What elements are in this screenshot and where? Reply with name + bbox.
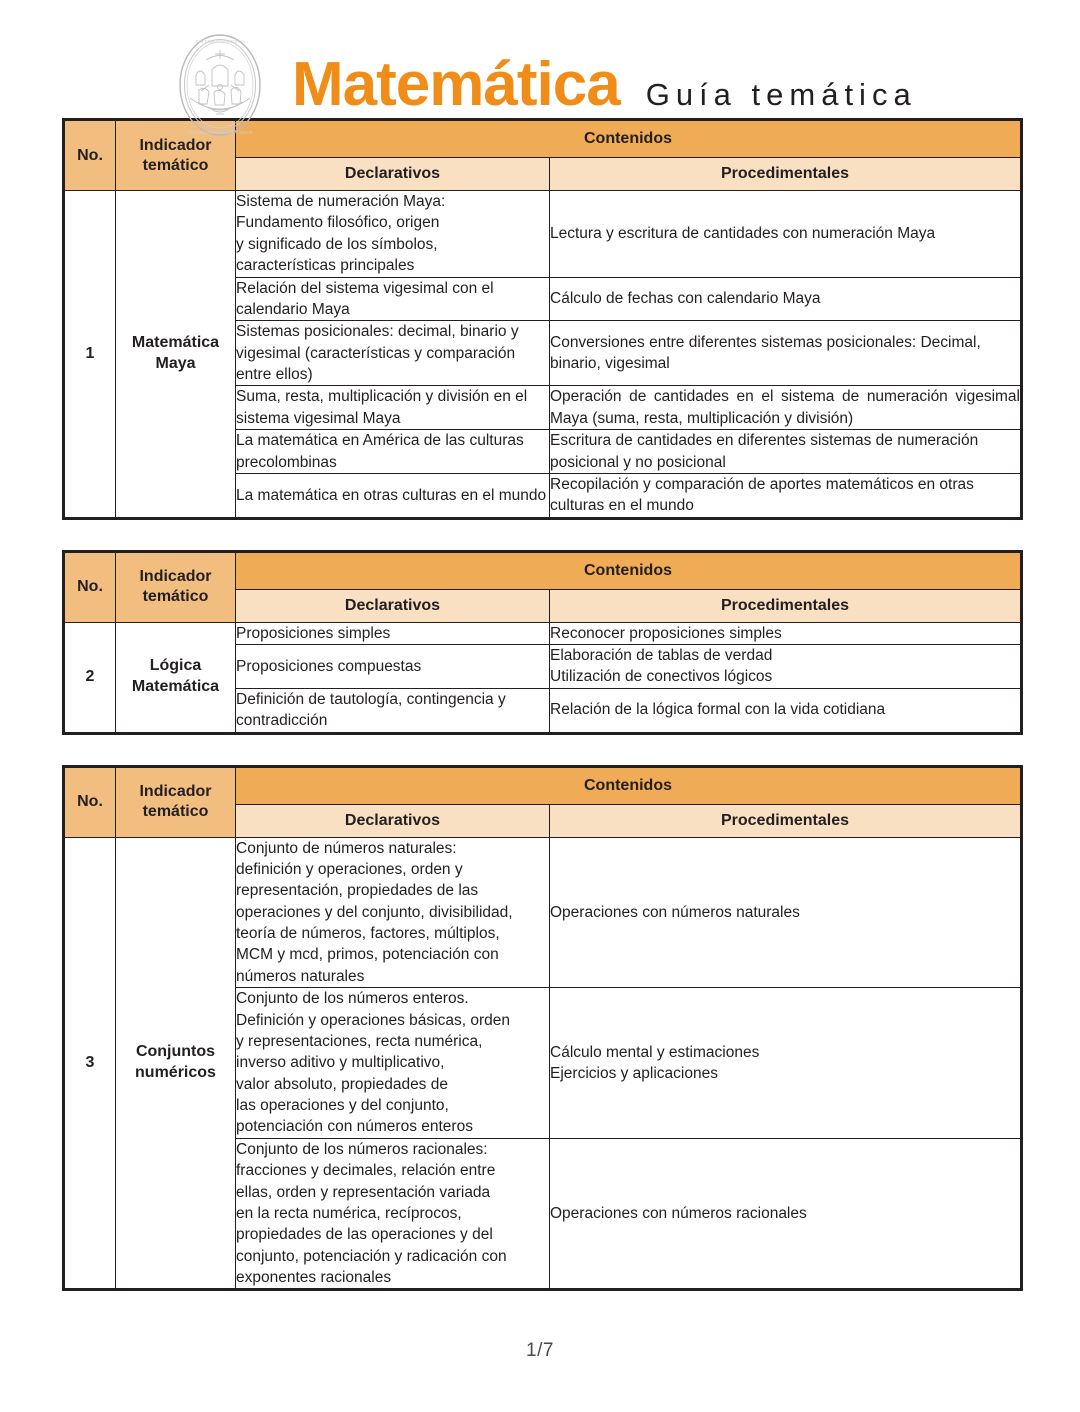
column-header-contenidos: Contenidos: [236, 766, 1022, 804]
cell-procedimental: Lectura y escritura de cantidades con numeración Maya: [550, 191, 1022, 278]
header-row-top: [64, 766, 1022, 804]
guide-table-2: [62, 550, 1020, 735]
page-number: 1/7: [526, 1340, 554, 1361]
page-title: Matemática: [292, 50, 620, 119]
column-header-indicador: Indicador temático: [116, 551, 236, 622]
page-header: [0, 0, 1080, 135]
guide-table-3: [62, 765, 1020, 1292]
cell-declarativo: La matemática en América de las culturas precolombinas: [236, 430, 550, 474]
column-header-no: No.: [64, 120, 116, 191]
cell-procedimental: Recopilación y comparación de aportes matemáticos en otras culturas en el mundo: [550, 473, 1022, 518]
page-subtitle: Guía temática: [645, 77, 917, 112]
table-body: [64, 622, 1022, 733]
cell-indicator: Conjuntos numéricos: [116, 837, 236, 1290]
cell-declarativo: Definición de tautología, contingencia y contradicción: [236, 688, 550, 733]
table-body: [64, 837, 1022, 1290]
column-header-indicador: Indicador temático: [116, 766, 236, 837]
cell-procedimental: Operación de cantidades en el sistema de numeración vigesimal Maya (suma, resta, multiplicación y división): [550, 386, 1022, 430]
column-header-contenidos: Contenidos: [236, 551, 1022, 589]
cell-declarativo: Conjunto de números naturales: definición y operaciones, orden y representación, propiedades de las operaciones y del conjunto, divisibilidad, teoría de números, factores, múltiplos, MCM y mcd, primos, potenciación con números naturales: [236, 837, 550, 988]
column-header-declarativos: Declarativos: [236, 804, 550, 837]
cell-procedimental: Elaboración de tablas de verdad Utilización de conectivos lógicos: [550, 645, 1022, 689]
table-body: [64, 191, 1022, 519]
cell-procedimental: Cálculo de fechas con calendario Maya: [550, 277, 1022, 321]
cell-number: 1: [64, 191, 116, 519]
cell-declarativo: La matemática en otras culturas en el mundo: [236, 473, 550, 518]
cell-procedimental: Operaciones con números racionales: [550, 1138, 1022, 1290]
cell-declarativo: Sistema de numeración Maya: Fundamento filosófico, origen y significado de los símbolos, características principales: [236, 191, 550, 278]
column-header-procedimentales: Procedimentales: [550, 589, 1022, 622]
table-header: [64, 551, 1022, 622]
cell-procedimental: Operaciones con números naturales: [550, 837, 1022, 988]
cell-declarativo: Conjunto de los números racionales: fracciones y decimales, relación entre ellas, orden y representación variada en la recta numérica, recíprocos, propiedades de las operaciones y del conjunto, potenciación y radicación con exponentes racionales: [236, 1138, 550, 1290]
usac-seal-icon: [166, 30, 274, 140]
column-header-no: No.: [64, 766, 116, 837]
document-title-block: [292, 50, 917, 119]
column-header-procedimentales: Procedimentales: [550, 158, 1022, 191]
svg-text:UNIVERSIDAD DE SAN CARLOS: UNIVERSIDAD DE SAN CARLOS: [187, 130, 253, 135]
table-2: [62, 550, 1023, 735]
table-3: [62, 765, 1023, 1292]
cell-procedimental: Relación de la lógica formal con la vida cotidiana: [550, 688, 1022, 733]
cell-indicator: Matemática Maya: [116, 191, 236, 519]
table-row: [64, 191, 1022, 278]
cell-declarativo: Relación del sistema vigesimal con el calendario Maya: [236, 277, 550, 321]
table-header: [64, 766, 1022, 837]
table-row: [64, 622, 1022, 644]
tables-container: [0, 118, 1080, 1291]
cell-number: 3: [64, 837, 116, 1290]
column-header-indicador: Indicador temático: [116, 120, 236, 191]
table-1: [62, 118, 1023, 520]
cell-declarativo: Sistemas posicionales: decimal, binario y vigesimal (características y comparación entre ellos): [236, 321, 550, 386]
cell-indicator: Lógica Matemática: [116, 622, 236, 733]
cell-declarativo: Conjunto de los números enteros. Definición y operaciones básicas, orden y representaciones, recta numérica, inverso aditivo y multiplicativo, valor absoluto, propiedades de las operaciones y del conjunto, potenciación con números enteros: [236, 988, 550, 1139]
cell-declarativo: Suma, resta, multiplicación y división en el sistema vigesimal Maya: [236, 386, 550, 430]
svg-text:ID Y ENSEÑAD A TODOS: ID Y ENSEÑAD A TODOS: [195, 39, 245, 44]
cell-procedimental: Cálculo mental y estimaciones Ejercicios y aplicaciones: [550, 988, 1022, 1139]
table-row: [64, 837, 1022, 988]
cell-declarativo: Proposiciones compuestas: [236, 645, 550, 689]
guide-table-1: [62, 118, 1020, 520]
column-header-declarativos: Declarativos: [236, 158, 550, 191]
cell-declarativo: Proposiciones simples: [236, 622, 550, 644]
cell-procedimental: Escritura de cantidades en diferentes sistemas de numeración posicional y no posicional: [550, 430, 1022, 474]
header-row-top: [64, 551, 1022, 589]
cell-procedimental: Conversiones entre diferentes sistemas posicionales: Decimal, binario, vigesimal: [550, 321, 1022, 386]
cell-procedimental: Reconocer proposiciones simples: [550, 622, 1022, 644]
cell-number: 2: [64, 622, 116, 733]
page-footer: [0, 1340, 1080, 1362]
column-header-procedimentales: Procedimentales: [550, 804, 1022, 837]
column-header-no: No.: [64, 551, 116, 622]
column-header-declarativos: Declarativos: [236, 589, 550, 622]
column-header-contenidos: Contenidos: [236, 120, 1022, 158]
